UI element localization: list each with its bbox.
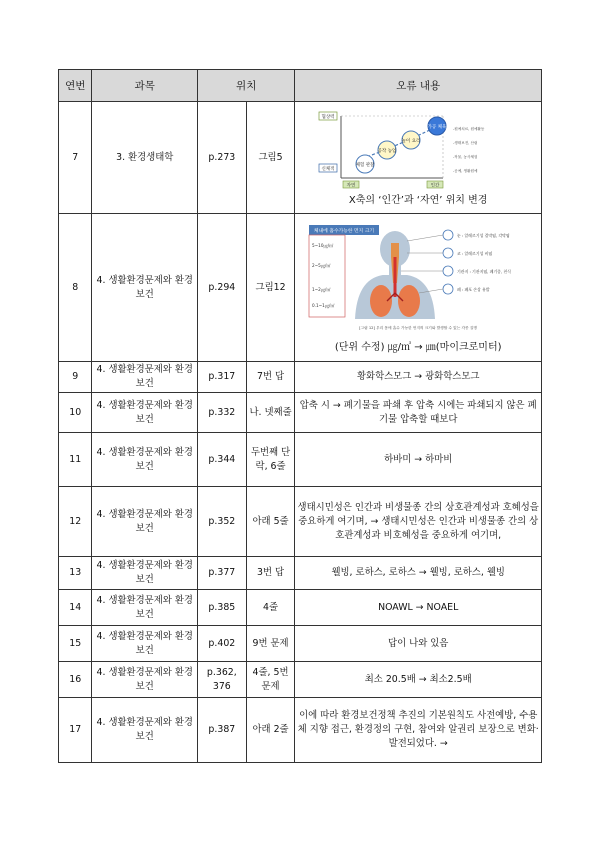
table-row <box>59 102 542 214</box>
cell-no: 14 <box>59 590 92 626</box>
cell-error: 하바미 → 하마비 <box>295 433 542 487</box>
effect-2: 코 : 알레르기성 비염 <box>457 250 493 256</box>
cell-location: 그림12 <box>246 214 295 362</box>
cell-error: 답이 나와 있음 <box>295 626 542 662</box>
cell-no: 12 <box>59 487 92 557</box>
table-row <box>59 214 542 362</box>
cell-no: 7 <box>59 102 92 214</box>
error-text: (단위 수정) ㎍/㎥ → ㎛(마이크로미터) <box>334 341 502 353</box>
cell-location: 나. 넷째줄 <box>246 393 295 433</box>
cell-location: 3번 답 <box>246 557 295 590</box>
cell-no: 8 <box>59 214 92 362</box>
size-3: 1~2㎍/㎥ <box>312 286 331 292</box>
nose-icon <box>443 248 453 258</box>
error-text: X축의 ‘인간’과 ‘자연’ 위치 변경 <box>348 194 488 206</box>
bubble-3-label: 놀이 요리 <box>401 138 421 144</box>
effect-1: 눈 : 알레르기성 결막염, 각막염 <box>457 232 510 238</box>
table-row <box>59 362 542 393</box>
table-row <box>59 590 542 626</box>
cell-error: 황화학스모그 → 광화학스모그 <box>295 362 542 393</box>
header-location: 위치 <box>197 70 294 102</box>
bubble-1-label: 체험 관찰 <box>355 162 375 168</box>
cell-location: 9번 문제 <box>246 626 295 662</box>
cell-no: 9 <box>59 362 92 393</box>
cell-page: p.344 <box>197 433 246 487</box>
cell-error <box>295 102 542 214</box>
note-3: -작물, 농사체험 <box>453 154 478 159</box>
note-1: -원예치료, 원예활동 <box>453 126 485 131</box>
header-no: 연번 <box>59 70 92 102</box>
cell-error: 웰빙, 로하스, 로하스 → 웰빙, 로하스, 웰빙 <box>295 557 542 590</box>
eye-icon <box>443 230 453 240</box>
table-row <box>59 662 542 698</box>
cell-error: 최소 20.5배 → 최소2.5배 <box>295 662 542 698</box>
table-row <box>59 393 542 433</box>
cell-no: 10 <box>59 393 92 433</box>
header-subject: 과목 <box>92 70 198 102</box>
fig2-caption: [그림 12] 우리 몸에 흡수 가능한 먼지의 크기와 발생할 수 있는 각종 질병 <box>359 325 478 330</box>
note-4: -공예, 생활원예 <box>453 168 478 173</box>
cell-page: p.385 <box>197 590 246 626</box>
bubble-2-label: 공작 농업 <box>377 148 397 154</box>
cell-page: p.273 <box>197 102 246 214</box>
cell-subject: 3. 환경생태학 <box>92 102 198 214</box>
bronchus-icon <box>443 266 453 276</box>
lung-icon <box>443 284 453 294</box>
cell-page: p.294 <box>197 214 246 362</box>
errata-table <box>58 69 542 763</box>
cell-error: 생태시민성은 인간과 비생물종 간의 상호관계성과 호혜성을 중요하게 여기며, → 생태시민성은 인간과 비생물종 간의 상호관계성과 비호혜성을 중요하게 여기며, <box>295 487 542 557</box>
cell-subject: 4. 생활환경문제와 환경보건 <box>92 557 198 590</box>
cell-subject: 4. 생활환경문제와 환경보건 <box>92 590 198 626</box>
size-1: 5~10㎍/㎥ <box>312 242 334 248</box>
y-bottom-label: 신체적 <box>321 166 335 172</box>
cell-error <box>295 214 542 362</box>
table-row <box>59 433 542 487</box>
table-row <box>59 487 542 557</box>
cell-page: p.352 <box>197 487 246 557</box>
table-row <box>59 626 542 662</box>
effect-3: 기관지 : 기관지염, 폐기종, 천식 <box>457 268 512 274</box>
header-error: 오류 내용 <box>295 70 542 102</box>
cell-subject: 4. 생활환경문제와 환경보건 <box>92 662 198 698</box>
table-row <box>59 557 542 590</box>
cell-no: 13 <box>59 557 92 590</box>
table-row <box>59 698 542 763</box>
size-2: 2~5㎍/㎥ <box>312 262 331 268</box>
cell-subject: 4. 생활환경문제와 환경보건 <box>92 698 198 763</box>
cell-location: 4줄 <box>246 590 295 626</box>
cell-page: p.387 <box>197 698 246 763</box>
cell-location: 두번째 단락, 6줄 <box>246 433 295 487</box>
cell-page: p.377 <box>197 557 246 590</box>
table-header-row <box>59 70 542 102</box>
cell-page: p.332 <box>197 393 246 433</box>
dust-figure <box>307 223 529 335</box>
cell-no: 17 <box>59 698 92 763</box>
ecology-figure <box>313 110 523 192</box>
cell-no: 16 <box>59 662 92 698</box>
cell-no: 15 <box>59 626 92 662</box>
cell-subject: 4. 생활환경문제와 환경보건 <box>92 393 198 433</box>
effect-4: 폐 : 폐포 손상 유발 <box>457 286 490 292</box>
cell-location: 아래 2줄 <box>246 698 295 763</box>
cell-location: 그림5 <box>246 102 295 214</box>
y-top-label: 협상력 <box>321 114 335 120</box>
cell-location: 아래 5줄 <box>246 487 295 557</box>
note-2: -생태보전, 산림 <box>453 140 478 145</box>
cell-subject: 4. 생활환경문제와 환경보건 <box>92 433 198 487</box>
right-lung <box>398 285 420 317</box>
cell-error: 압축 시 → 폐기물을 파쇄 후 압축 시에는 파쇄되지 않은 폐기물 압축할 때보다 <box>295 393 542 433</box>
size-4: 0.1~1㎍/㎥ <box>312 302 335 308</box>
cell-location: 4줄, 5번문제 <box>246 662 295 698</box>
cell-subject: 4. 생활환경문제와 환경보건 <box>92 487 198 557</box>
cell-error: NOAWL → NOAEL <box>295 590 542 626</box>
x-right-label: 인간 <box>430 183 440 188</box>
cell-page: p.402 <box>197 626 246 662</box>
cell-subject: 4. 생활환경문제와 환경보건 <box>92 214 198 362</box>
cell-page: p.317 <box>197 362 246 393</box>
cell-error: 이에 따라 환경보건정책 추진의 기본원칙도 사전예방, 수용체 지향 접근, 환경정의 구현, 참여와 알권리 보장으로 변화·발전되었다. → <box>295 698 542 763</box>
cell-page: p.362, 376 <box>197 662 246 698</box>
x-left-label: 자연 <box>346 183 356 188</box>
cell-subject: 4. 생활환경문제와 환경보건 <box>92 362 198 393</box>
cell-location: 7번 답 <box>246 362 295 393</box>
bubble-4-label: 가공 체육 <box>427 124 447 130</box>
left-lung <box>370 285 392 317</box>
fig2-title: 체내에 흡수가능한 먼지 크기 <box>314 228 375 234</box>
cell-no: 11 <box>59 433 92 487</box>
cell-subject: 4. 생활환경문제와 환경보건 <box>92 626 198 662</box>
